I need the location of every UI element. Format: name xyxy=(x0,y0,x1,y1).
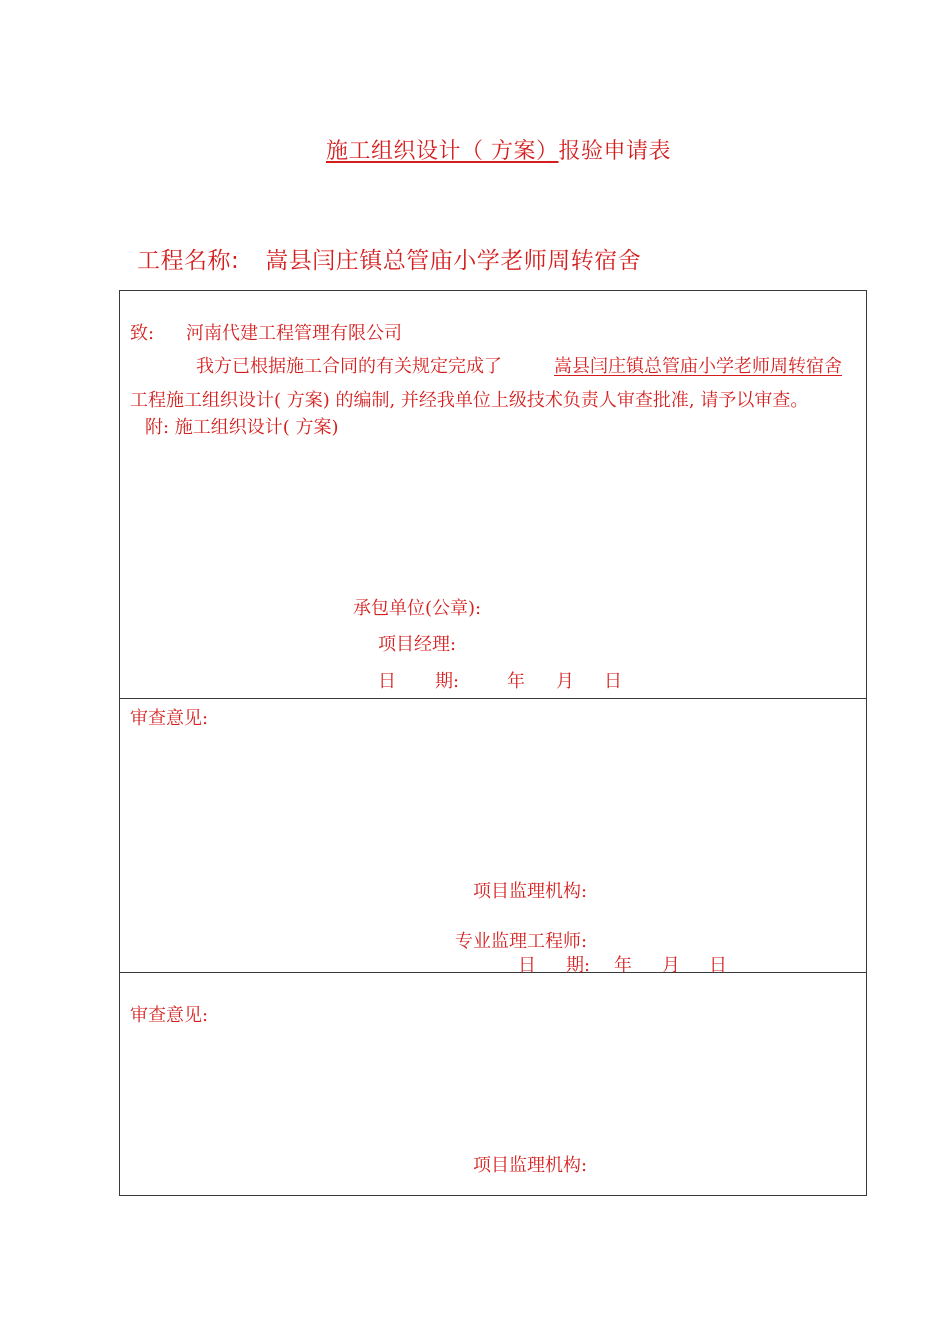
section-divider-2 xyxy=(119,972,867,973)
section-divider-1 xyxy=(119,698,867,699)
addressee-label: 致: xyxy=(130,323,155,344)
supervision-org-label: 项目监理机构: xyxy=(473,1155,588,1176)
project-name-line xyxy=(137,242,641,275)
addressee-value: 河南代建工程管理有限公司 xyxy=(186,323,402,344)
form-title-underlined: 施工组织设计（ 方案） xyxy=(326,139,559,164)
attachment-line: 附: 施工组织设计( 方案) xyxy=(145,417,339,438)
contractor-seal-label: 承包单位(公章): xyxy=(353,598,482,619)
date-year: 年 xyxy=(507,671,525,692)
date-label-ri: 日 xyxy=(378,671,396,692)
date-year: 年 xyxy=(614,955,632,976)
form-title xyxy=(326,134,671,165)
date-month: 月 xyxy=(662,955,680,976)
date-label-qi: 期: xyxy=(435,671,460,692)
date-day: 日 xyxy=(709,955,727,976)
date-label-qi: 期: xyxy=(566,955,591,976)
project-name-label: 工程名称: xyxy=(137,248,240,274)
review-opinion-label: 审查意见: xyxy=(130,708,209,729)
supervision-engineer-label: 专业监理工程师: xyxy=(455,931,588,952)
supervision-org-label: 项目监理机构: xyxy=(473,881,588,902)
review-opinion-label: 审查意见: xyxy=(130,1005,209,1026)
completion-statement-body: 工程施工组织设计( 方案) 的编制, 并经我单位上级技术负责人审查批准, 请予以审查。 xyxy=(130,390,809,411)
date-month: 月 xyxy=(556,671,574,692)
date-day: 日 xyxy=(604,671,622,692)
project-name-value: 嵩县闫庄镇总管庙小学老师周转宿舍 xyxy=(265,248,642,274)
completion-statement-prefix: 我方已根据施工合同的有关规定完成了 xyxy=(196,356,502,377)
date-label-ri: 日 xyxy=(518,955,536,976)
form-title-rest: 报验申请表 xyxy=(558,139,672,164)
completion-statement-project: 嵩县闫庄镇总管庙小学老师周转宿舍 xyxy=(554,356,842,377)
project-manager-label: 项目经理: xyxy=(378,634,457,655)
